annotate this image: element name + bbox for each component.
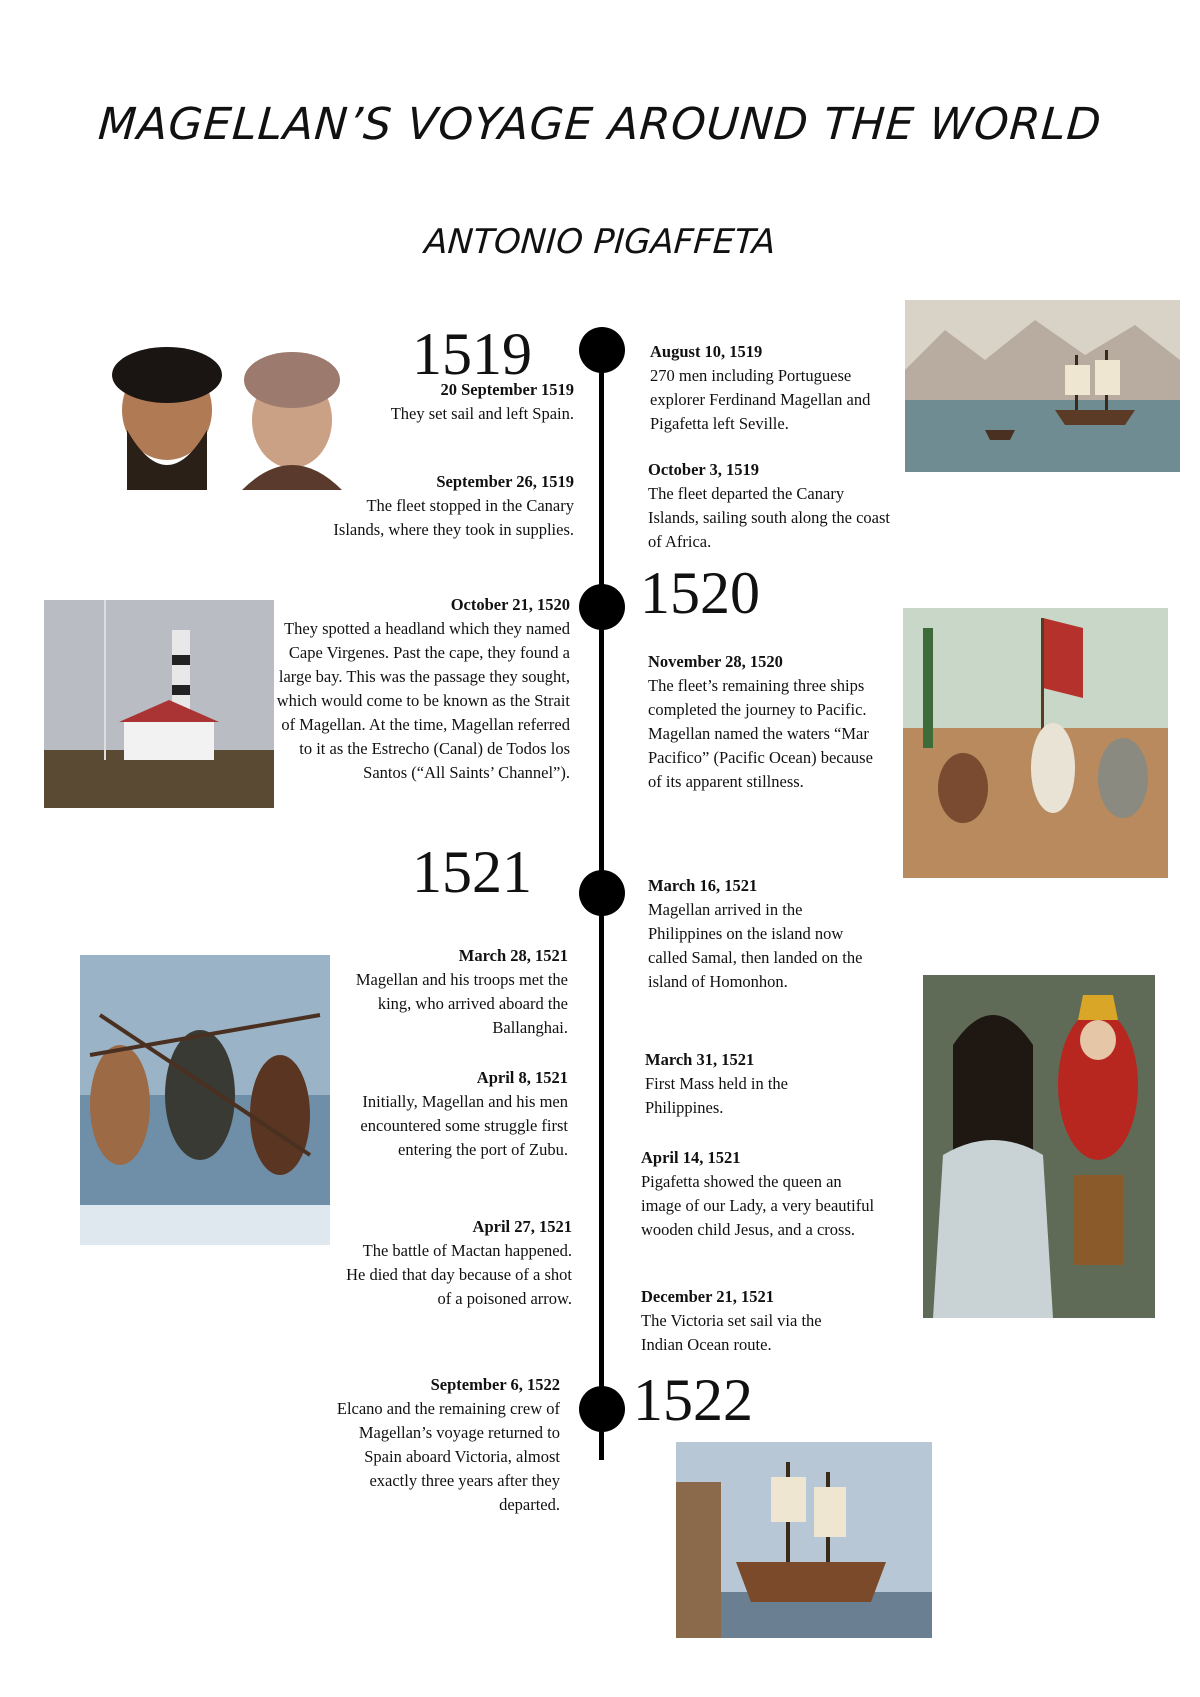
battle-of-mactan-image: [80, 955, 330, 1245]
timeline-marker-1521: [579, 870, 625, 916]
event-april-8-1521: [342, 1066, 568, 1162]
year-label-1521: 1521: [412, 839, 532, 905]
event-date: September 26, 1519: [436, 472, 574, 491]
event-text: First Mass held in the Philippines.: [645, 1074, 788, 1117]
page-subtitle: ANTONIO PIGAFFETA: [423, 222, 777, 262]
event-september-6-1522: [330, 1373, 560, 1517]
timeline-marker-1522: [579, 1386, 625, 1432]
event-text: They set sail and left Spain.: [390, 404, 574, 423]
event-date: April 8, 1521: [476, 1068, 568, 1087]
event-date: April 27, 1521: [472, 1217, 572, 1236]
event-april-14-1521: [641, 1146, 879, 1242]
queen-and-santo-nino-image: [923, 975, 1155, 1318]
event-date: September 6, 1522: [430, 1375, 560, 1394]
event-october-21-1520: [276, 593, 570, 785]
year-label-1519: 1519: [412, 321, 532, 387]
event-text: The fleet departed the Canary Islands, sailing south along the coast of Africa.: [648, 484, 890, 551]
event-date: 20 September 1519: [440, 380, 574, 399]
page-title: MAGELLAN’S VOYAGE AROUND THE WORLD: [96, 99, 1104, 150]
ships-at-sea-image: [905, 300, 1180, 472]
event-date: December 21, 1521: [641, 1287, 775, 1306]
event-date: August 10, 1519: [650, 342, 763, 361]
event-text: The Victoria set sail via the Indian Ocean route.: [641, 1311, 822, 1354]
event-date: March 31, 1521: [645, 1050, 755, 1069]
event-date: November 28, 1520: [648, 652, 783, 671]
event-date: October 3, 1519: [648, 460, 760, 479]
event-november-28-1520: [648, 650, 878, 794]
event-text: Elcano and the remaining crew of Magellan’s voyage returned to Spain aboard Victoria, almost exactly three years after they departed.: [336, 1399, 560, 1514]
event-date: October 21, 1520: [450, 595, 570, 614]
event-september-26-1519: [332, 470, 574, 542]
event-october-3-1519: [648, 458, 898, 554]
event-march-16-1521: [648, 874, 866, 994]
event-text: The battle of Mactan happened. He died that day because of a shot of a poisoned arrow.: [346, 1241, 572, 1308]
event-text: Magellan arrived in the Philippines on the island now called Samal, then landed on the island of Homonhon.: [648, 900, 863, 991]
event-march-28-1521: [348, 944, 568, 1040]
victoria-ship-image: [676, 1442, 932, 1638]
lighthouse-image: [44, 600, 274, 808]
event-august-10-1519: [650, 340, 880, 436]
event-text: Pigafetta showed the queen an image of our Lady, a very beautiful wooden child Jesus, and a cross.: [641, 1172, 875, 1239]
event-date: March 28, 1521: [458, 946, 568, 965]
year-label-1520: 1520: [640, 560, 760, 626]
event-text: Initially, Magellan and his men encountered some struggle first entering the port of Zubu.: [360, 1092, 568, 1159]
event-march-31-1521: [645, 1048, 845, 1120]
event-date: March 16, 1521: [648, 876, 758, 895]
event-text: 270 men including Portuguese explorer Ferdinand Magellan and Pigafetta left Seville.: [650, 366, 871, 433]
timeline-marker-1519: [579, 327, 625, 373]
event-text: The fleet’s remaining three ships completed the journey to Pacific. Magellan named the waters “Mar Pacifico” (Pacific Ocean) because of its apparent stillness.: [648, 676, 873, 791]
event-20-september-1519: [382, 378, 574, 426]
event-text: Magellan and his troops met the king, who arrived aboard the Ballanghai.: [355, 970, 568, 1037]
magellan-pigafetta-portraits-image: [92, 340, 362, 490]
event-december-21-1521: [641, 1285, 841, 1357]
event-text: The fleet stopped in the Canary Islands, where they took in supplies.: [333, 496, 574, 539]
event-date: April 14, 1521: [641, 1148, 741, 1167]
event-text: They spotted a headland which they named Cape Virgenes. Past the cape, they found a large bay. This was the passage they sought, which would come to be known as the Strait of Magellan. At the time, Magellan referred to it as the Estrecho (Canal) de Todos los Santos (“All Saints’ Channel”).: [276, 619, 570, 782]
pacific-landing-image: [903, 608, 1168, 878]
event-april-27-1521: [342, 1215, 572, 1311]
timeline-marker-1520: [579, 584, 625, 630]
year-label-1522: 1522: [633, 1367, 753, 1433]
